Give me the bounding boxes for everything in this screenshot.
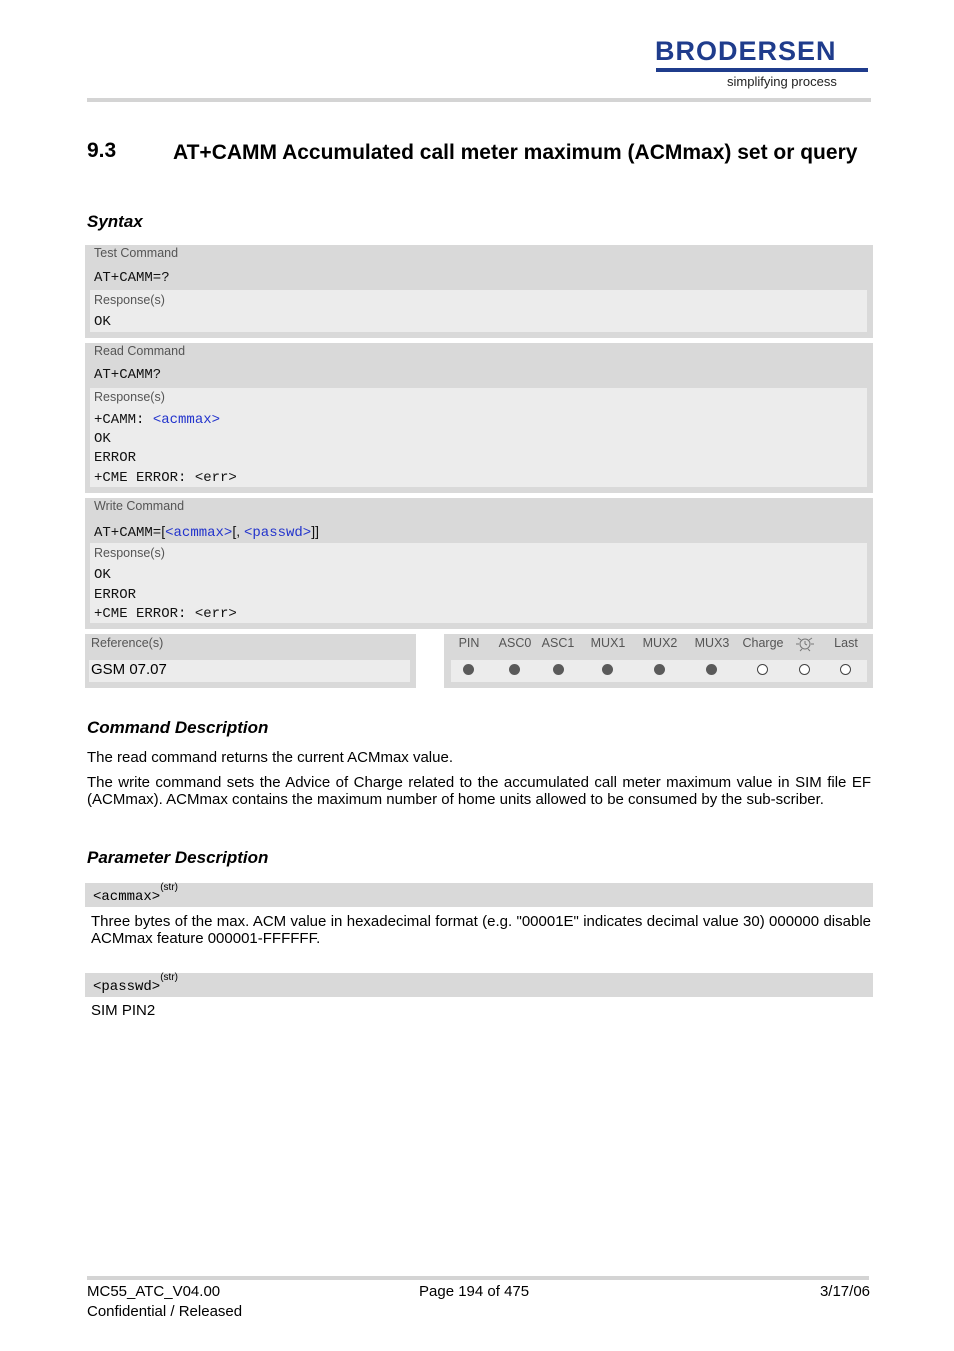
read-command-text: AT+CAMM? <box>94 367 162 383</box>
col-asc0: ASC0 <box>498 636 532 650</box>
footer-page: Page 194 of 475 <box>419 1283 530 1300</box>
brand-logo: BRODERSEN <box>655 36 837 66</box>
col-mux2: MUX2 <box>642 636 678 650</box>
read-response-prefix: +CAMM: <box>94 412 153 428</box>
param-acmmax-name-row <box>93 882 178 906</box>
param-passwd-name: <passwd> <box>93 979 161 996</box>
param-passwd-name-row <box>93 972 178 996</box>
write-response-error: ERROR <box>94 587 137 603</box>
section-title: AT+CAMM Accumulated call meter maximum (ACMmax) set or query <box>173 141 858 164</box>
parameter-description-heading: Parameter Description <box>87 848 269 867</box>
param-acmmax-header <box>85 883 873 907</box>
bracket-open: [ <box>161 523 166 539</box>
col-charge: Charge <box>742 636 784 650</box>
mux3-availability-dot <box>706 664 717 675</box>
syntax-heading: Syntax <box>87 212 143 231</box>
command-description-read: The read command returns the current ACMmax value. <box>87 749 453 766</box>
test-response-label: Response(s) <box>94 293 165 307</box>
reference-label: Reference(s) <box>91 636 164 650</box>
bracket-close: ]] <box>311 523 319 539</box>
last-availability-dot <box>840 664 851 675</box>
write-response-ok: OK <box>94 567 111 583</box>
col-last: Last <box>834 636 858 650</box>
optional-separator: [, <box>232 523 244 539</box>
write-command-prefix: AT+CAMM= <box>94 525 162 541</box>
header-rule <box>87 98 871 102</box>
write-command-label: Write Command <box>94 499 185 513</box>
read-response-label: Response(s) <box>94 390 165 404</box>
footer-rule <box>87 1276 869 1280</box>
col-pin: PIN <box>458 636 480 650</box>
param-acmmax-type: (str) <box>160 882 178 893</box>
footer-date: 3/17/06 <box>819 1283 870 1300</box>
test-response-box <box>90 290 867 332</box>
read-command-label: Read Command <box>94 344 186 358</box>
param-acmmax-name: <acmmax> <box>93 889 161 906</box>
mux1-availability-dot <box>602 664 613 675</box>
footer-doc-id: MC55_ATC_V04.00 <box>87 1283 221 1300</box>
col-mux1: MUX1 <box>590 636 626 650</box>
read-response-error: ERROR <box>94 450 137 466</box>
read-response-cme-error: +CME ERROR: <err> <box>94 470 237 486</box>
param-passwd-type: (str) <box>160 972 178 983</box>
write-response-cme-error: +CME ERROR: <err> <box>94 606 237 622</box>
mux2-availability-dot <box>654 664 665 675</box>
test-command-text: AT+CAMM=? <box>94 270 170 286</box>
acmmax-link[interactable]: <acmmax> <box>152 412 221 428</box>
col-mux3: MUX3 <box>694 636 730 650</box>
reference-value: GSM 07.07 <box>91 661 167 678</box>
charge-availability-dot <box>757 664 768 675</box>
param-passwd-description: SIM PIN2 <box>91 1002 156 1019</box>
command-description-heading: Command Description <box>87 718 269 737</box>
brand-tagline: simplifying process <box>727 74 837 89</box>
alarm-clock-icon <box>795 634 815 652</box>
section-number: 9.3 <box>87 139 117 162</box>
write-command-text <box>94 523 319 541</box>
pin-availability-dot <box>463 664 474 675</box>
command-description-write: The write command sets the Advice of Charge related to the accumulated call meter maximum value in SIM file EF (ACMmax). ACMmax contains the maximum number of home units allowed to be consumed by the sub-scriber. <box>87 774 871 808</box>
asc0-availability-dot <box>509 664 520 675</box>
param-acmmax-description: Three bytes of the max. ACM value in hexadecimal format (e.g. "00001E" indicates decimal value 30) 000000 disable ACMmax feature 000001-FFFFFF. <box>91 913 871 947</box>
test-command-label: Test Command <box>94 246 179 260</box>
logo-underline <box>656 68 868 72</box>
test-response-ok: OK <box>94 314 111 330</box>
acmmax-param-link[interactable]: <acmmax> <box>165 525 233 541</box>
footer-status: Confidential / Released <box>87 1303 243 1320</box>
col-asc1: ASC1 <box>541 636 575 650</box>
passwd-param-link[interactable]: <passwd> <box>244 525 312 541</box>
alarm-availability-dot <box>799 664 810 675</box>
asc1-availability-dot <box>553 664 564 675</box>
write-response-label: Response(s) <box>94 546 165 560</box>
param-passwd-header <box>85 973 873 997</box>
read-response-ok: OK <box>94 431 111 447</box>
read-response-camm <box>94 412 220 428</box>
